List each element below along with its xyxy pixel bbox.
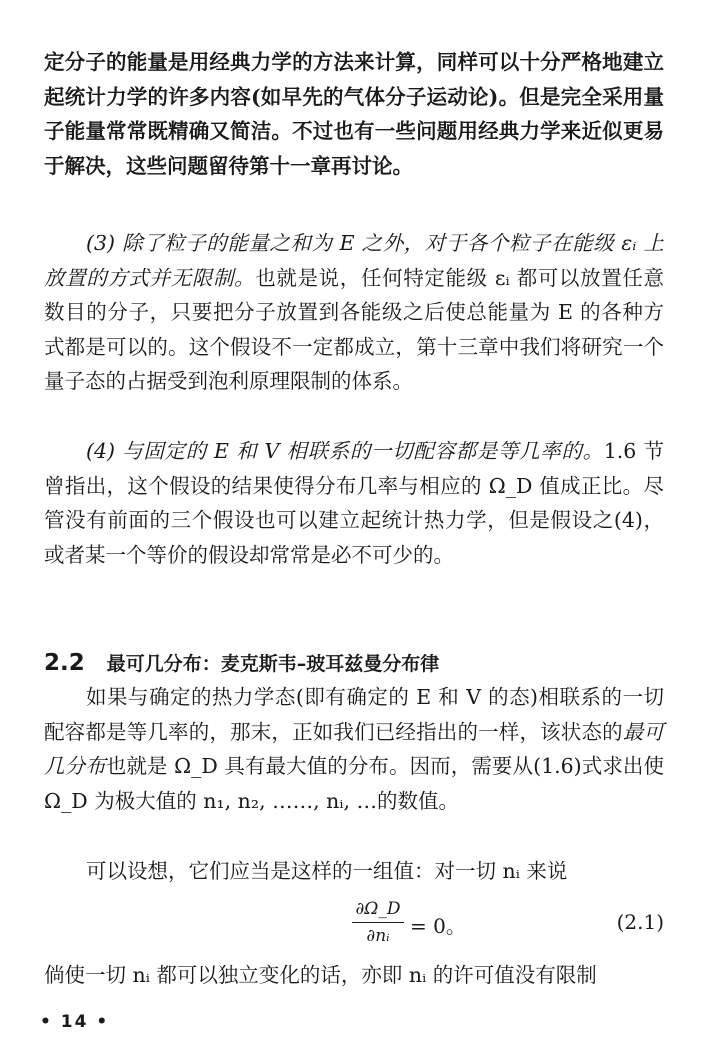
paragraph-text: 定分子的能量是用经典力学的方法来计算，同样可以十分严格地建立起统计力学的许多内容(如早先的气体分子运动论)。但是完全采用量子能量常常既精确又简洁。不过也有一些问题用经典力学来近似更易于解决，这些问题留待第十一章再讨论。	[44, 50, 664, 178]
paragraph-set-of-values	[44, 854, 664, 889]
paragraph-classical-mechanics	[44, 45, 664, 183]
assumption-4-statement: (4) 与固定的 E 和 V 相联系的一切配容都是等几率的。	[86, 439, 604, 463]
paragraph-text-a: 如果与确定的热力学态(即有确定的 E 和 V 的态)相联系的一切配容都是等几率的，那末，正如我们已经指出的一样，该状态的	[44, 685, 664, 744]
section-heading	[44, 648, 664, 679]
equation-2-1	[44, 898, 664, 950]
assumption-4-explanation: 1.6 节曾指出，这个假设的结果使得分布几率与相应的 Ω_D 值成正比。尽管没有前面的三个假设也可以建立起统计热力学，但是假设之(4)，或者某一个等价的假设却常常是必不可少的。	[44, 439, 664, 567]
fraction-denominator: ∂nᵢ	[366, 926, 390, 946]
equation-rhs: = 0。	[410, 914, 466, 938]
paragraph-independent-variation	[44, 958, 664, 993]
paragraph-text: 倘使一切 nᵢ 都可以独立变化的话，亦即 nᵢ 的许可值没有限制	[44, 963, 597, 987]
paragraph-text: 可以设想，它们应当是这样的一组值：对一切 nᵢ 来说	[86, 859, 568, 883]
paragraph-text-b: 也就是 Ω_D 具有最大值的分布。因而，需要从(1.6)式求出使 Ω_D 为极大值的 n₁, n₂, ……, nᵢ, …的数值。	[44, 754, 665, 813]
paragraph-assumption-3	[44, 226, 664, 399]
fraction-numerator: ∂Ω_D	[352, 898, 404, 923]
section-title: 最可几分布：麦克斯韦–玻耳兹曼分布律	[106, 653, 440, 675]
assumption-3-statement: (3) 除了粒子的能量之和为 E 之外，对于各个粒子在能级 εᵢ 上放置的方式并无限制。	[44, 231, 664, 290]
equation-number: (2.1)	[616, 910, 664, 934]
paragraph-most-probable-distribution	[44, 680, 664, 818]
emphasized-term: 最可几分布	[44, 719, 665, 779]
assumption-3-explanation: 也就是说，任何特定能级 εᵢ 都可以放置任意数目的分子，只要把分子放置到各能级之后使总能量为 E 的各种方式都是可以的。这个假设不一定都成立，第十三章中我们将研究一个量子态的占据受到泡利原理限制的体系。	[44, 265, 665, 394]
page-number: • 14 •	[40, 1012, 110, 1032]
partial-derivative-fraction	[352, 898, 404, 947]
paragraph-assumption-4	[44, 434, 664, 572]
section-number: 2.2	[44, 650, 85, 676]
